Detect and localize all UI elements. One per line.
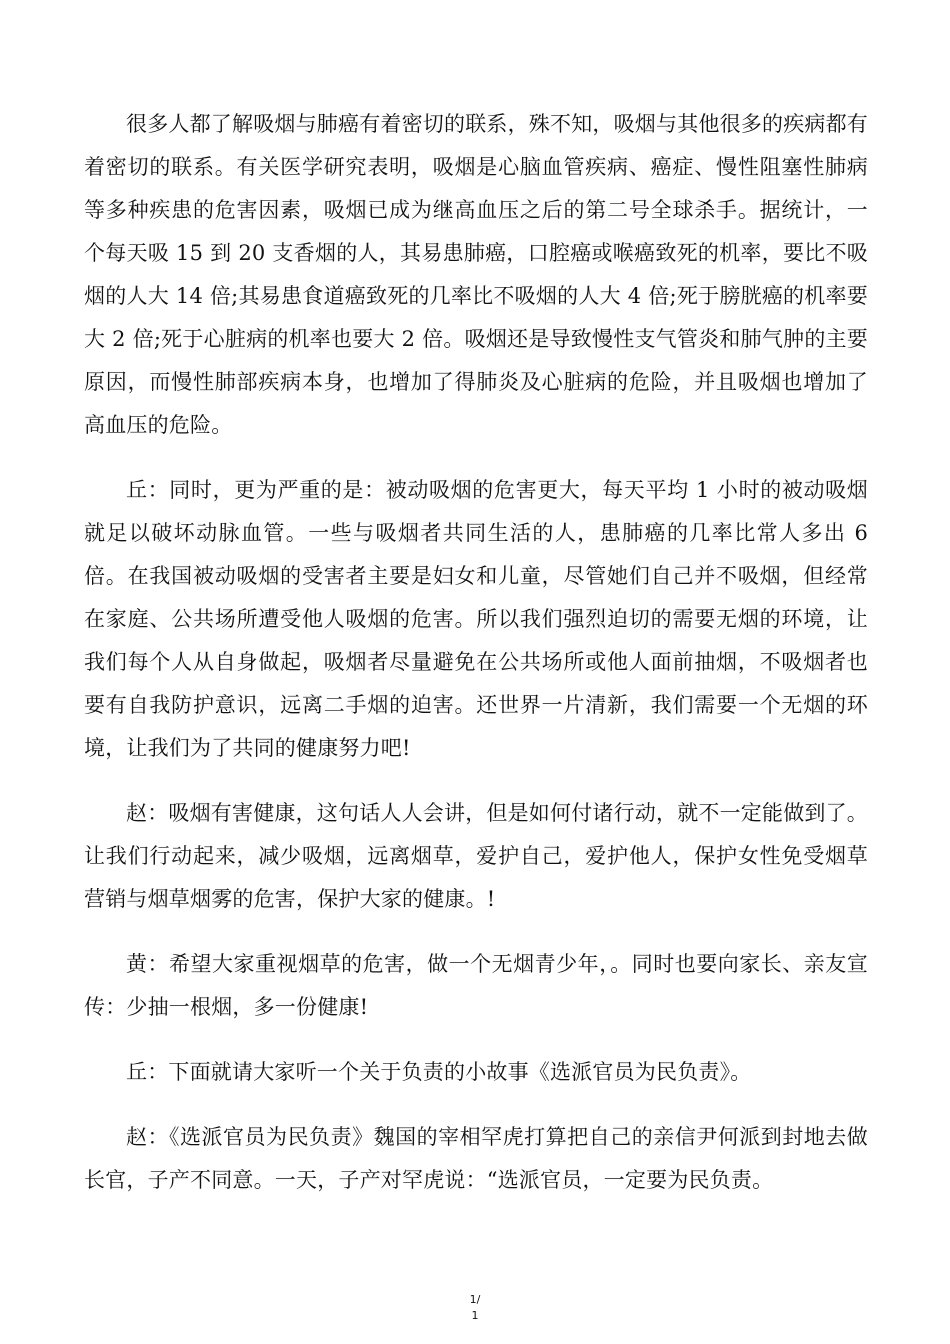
paragraph-passive-smoking: 丘：同时，更为严重的是：被动吸烟的危害更大，每天平均 1 小时的被动吸烟就足以破坏动脉血管。一些与吸烟者共同生活的人，患肺癌的几率比常人多出 6 倍。在我国被动吸烟的受害者主要是妇女和儿童，尽管她们自己并不吸烟，但经常在家庭、公共场所遭受他人吸烟的危害。所以我们强烈迫切的需要无烟的环境，让我们每个人从自身做起，吸烟者尽量避免在公共场所或他人面前抽烟，不吸烟者也要有自我防护意识，远离二手烟的迫害。还世界一片清新，我们需要一个无烟的环境，让我们为了共同的健康努力吧!	[84, 478, 868, 760]
page-number-bottom: 1	[471, 1309, 479, 1322]
document-body	[84, 103, 868, 1224]
page-number-top: 1/	[469, 1293, 481, 1306]
paragraph-health-risks: 很多人都了解吸烟与肺癌有着密切的联系，殊不知，吸烟与其他很多的疾病都有着密切的联系。有关医学研究表明，吸烟是心脑血管疾病、癌症、慢性阻塞性肺病等多种疾患的危害因素，吸烟已成为继高血压之后的第二号全球杀手。据统计，一个每天吸 15 到 20 支香烟的人，其易患肺癌，口腔癌或喉癌致死的机率，要比不吸烟的人大 14 倍;其易患食道癌致死的几率比不吸烟的人大 4 倍;死于膀胱癌的机率要大 2 倍;死于心脏病的机率也要大 2 倍。吸烟还是导致慢性支气管炎和肺气肿的主要原因，而慢性肺部疾病本身，也增加了得肺炎及心脏病的危险，并且吸烟也增加了高血压的危险。	[84, 112, 868, 437]
paragraph-story: 赵：《选派官员为民负责》魏国的宰相罕虎打算把自己的亲信尹何派到封地去做长官，子产不同意。一天，子产对罕虎说：“选派官员，一定要为民负责。	[84, 1125, 868, 1192]
paragraph-take-action: 赵：吸烟有害健康，这句话人人会讲，但是如何付诸行动，就不一定能做到了。让我们行动起来，减少吸烟，远离烟草，爱护自己，爱护他人，保护女性免受烟草营销与烟草烟雾的危害，保护大家的健康。!	[84, 801, 868, 911]
page-number	[0, 1292, 950, 1324]
paragraph-smoke-free-youth: 黄：希望大家重视烟草的危害，做一个无烟青少年，。同时也要向家长、亲友宣传：少抽一根烟，多一份健康!	[84, 952, 868, 1019]
paragraph-story-intro: 丘：下面就请大家听一个关于负责的小故事《选派官员为民负责》。	[126, 1060, 752, 1084]
